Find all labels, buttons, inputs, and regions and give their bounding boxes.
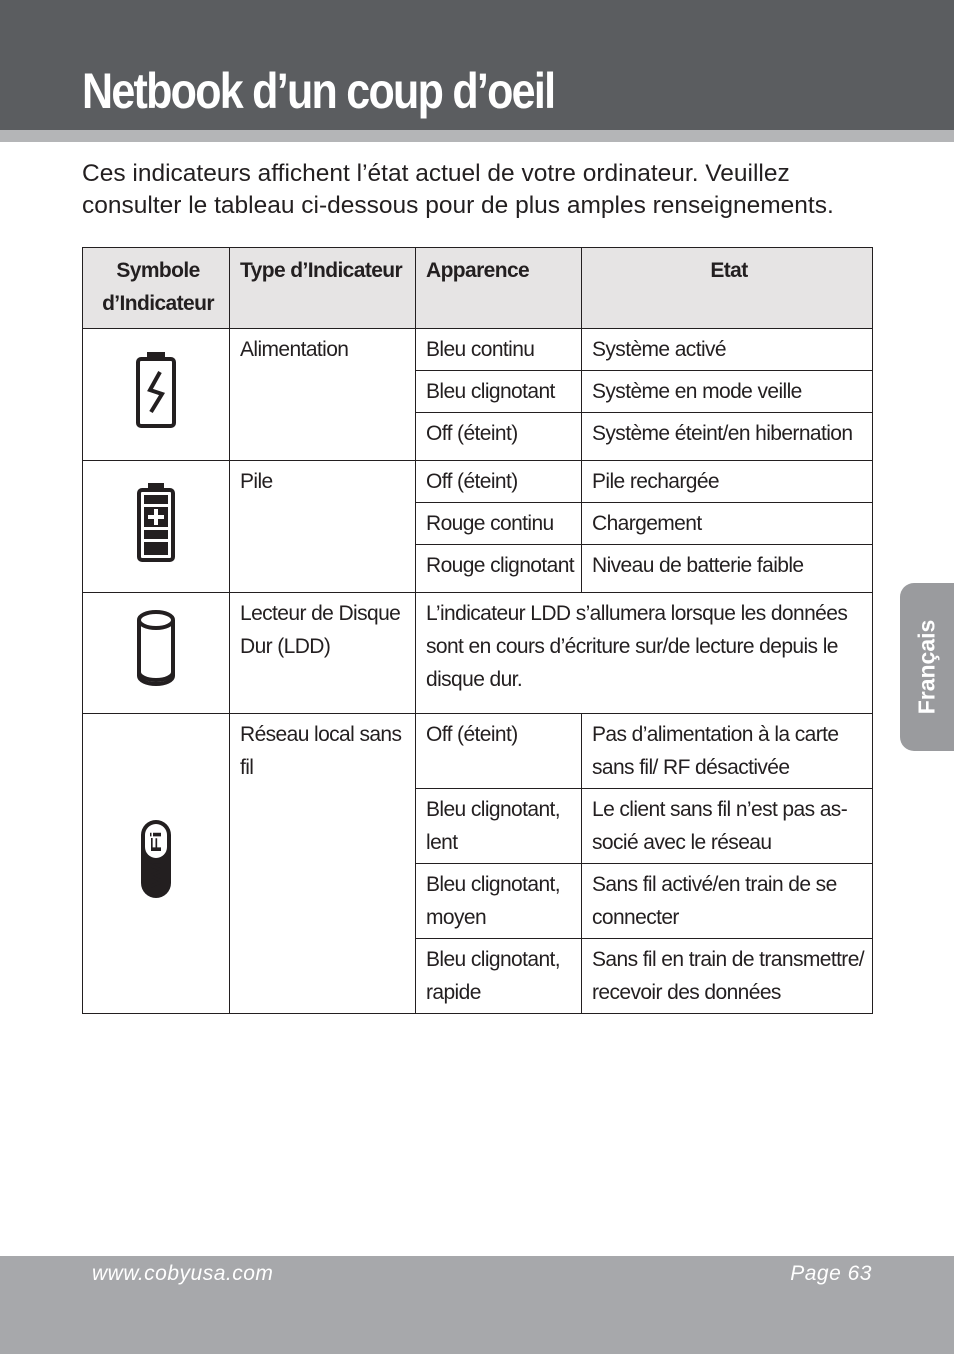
type-power: Alimentation: [230, 329, 416, 461]
header-type: Type d’Indicateur: [230, 248, 416, 329]
language-tab-label: Français: [913, 619, 940, 715]
description-hdd: L’indicateur LDD s’allumera lorsque les données sont en cours d’écriture sur/de lecture depuis le disque dur.: [416, 593, 873, 714]
state-cell: Sans fil activé/en train de se connecter: [582, 864, 873, 939]
appearance-cell: Bleu clignotant: [416, 371, 582, 413]
symbol-cell-hdd: [83, 593, 230, 714]
language-tab[interactable]: [900, 583, 954, 751]
appearance-cell: Rouge continu: [416, 503, 582, 545]
state-cell: Niveau de batterie faible: [582, 545, 873, 593]
state-cell: Système activé: [582, 329, 873, 371]
wifi-icon: [139, 854, 173, 905]
appearance-cell: Off (éteint): [416, 714, 582, 789]
type-battery: Pile: [230, 461, 416, 593]
table-row: [83, 461, 873, 503]
state-cell: Système en mode veille: [582, 371, 873, 413]
page-number: Page 63: [790, 1262, 872, 1285]
state-cell: Chargement: [582, 503, 873, 545]
state-cell: Sans fil en train de transmettre/ recevoir des données: [582, 939, 873, 1014]
state-cell: Pas d’alimentation à la carte sans fil/ RF désactivée: [582, 714, 873, 789]
appearance-cell: Off (éteint): [416, 461, 582, 503]
appearance-cell: Rouge clignotant: [416, 545, 582, 593]
state-cell: Pile rechargée: [582, 461, 873, 503]
hard-disk-icon: [135, 670, 177, 693]
appearance-cell: Bleu clignotant, moyen: [416, 864, 582, 939]
appearance-cell: Bleu clignotant, lent: [416, 789, 582, 864]
battery-icon: [136, 545, 176, 568]
table-header-row: [83, 248, 873, 329]
header-stripe: [0, 130, 954, 142]
state-cell: Le client sans fil n’est pas as-socié avec le réseau: [582, 789, 873, 864]
header-symbol: Symbole d’Indicateur: [83, 248, 230, 329]
symbol-cell-battery: [83, 461, 230, 593]
wifi-icon-label: Wi Fi: [148, 854, 165, 888]
page-title: Netbook d’un coup d’oeil: [82, 63, 555, 119]
power-icon: [134, 412, 178, 435]
type-wifi: Réseau local sans fil: [230, 714, 416, 1014]
appearance-cell: Bleu continu: [416, 329, 582, 371]
type-hdd: Lecteur de Disque Dur (LDD): [230, 593, 416, 714]
state-cell: Système éteint/en hibernation: [582, 413, 873, 461]
appearance-cell: Bleu clignotant, rapide: [416, 939, 582, 1014]
footer-url[interactable]: www.cobyusa.com: [92, 1262, 274, 1285]
table-row: [83, 329, 873, 371]
appearance-cell: Off (éteint): [416, 413, 582, 461]
header-appearance: Apparence: [416, 248, 582, 329]
symbol-cell-wifi: [83, 714, 230, 1014]
intro-paragraph: Ces indicateurs affichent l’état actuel de votre ordinateur. Veuillez consulter le tableau ci-dessous pour de plus amples renseignements.: [82, 160, 834, 219]
table-row: [83, 714, 873, 789]
indicator-table: [82, 247, 873, 1014]
symbol-cell-power: [83, 329, 230, 461]
table-row: [83, 593, 873, 714]
header-state: Etat: [582, 248, 873, 329]
